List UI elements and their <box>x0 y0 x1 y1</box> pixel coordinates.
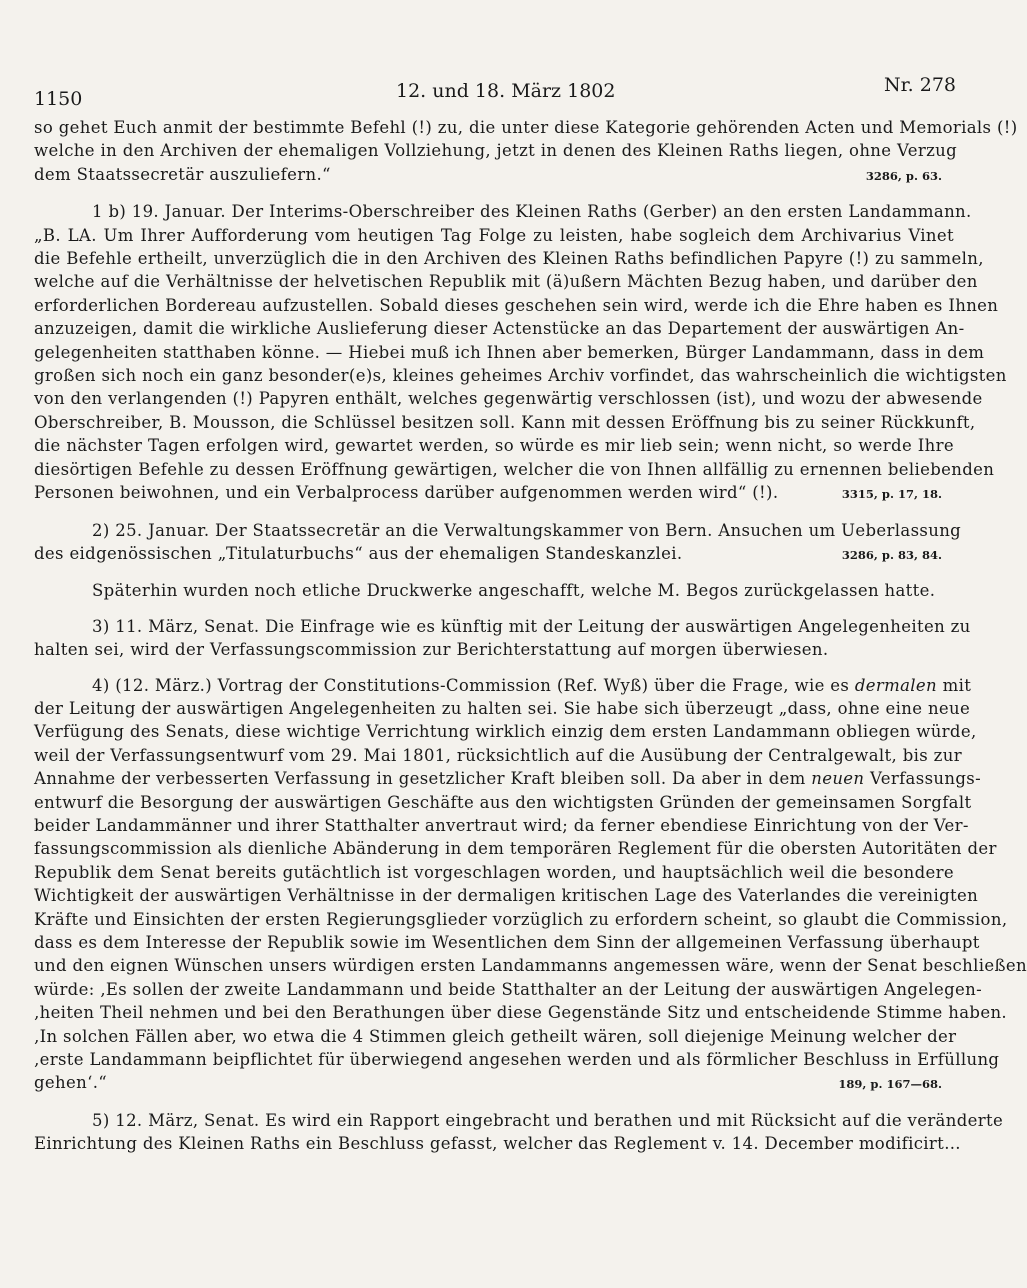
text-line-content: gehen‘.“ <box>34 1073 108 1093</box>
text-line: „B. LA. Um Ihrer Aufforderung vom heutigen Tag Folge zu leisten, habe sogleich dem Archivarius Vinet <box>34 225 954 245</box>
paragraph-2 <box>34 519 962 568</box>
paragraph-3 <box>34 615 971 662</box>
source-reference: 189, p. 167—68. <box>838 1077 942 1092</box>
paragraph-note <box>34 579 954 602</box>
text-line: welche in den Archiven der ehemaligen Vollziehung, jetzt in denen des Kleinen Raths liegen, ohne Verzug <box>34 141 958 161</box>
text-line: der Leitung der auswärtigen Angelegenheiten zu halten sei. Sie habe sich überzeugt „dass, ohne eine neue <box>34 698 971 718</box>
text-line: ‚In solchen Fällen aber, wo etwa die 4 Stimmen gleich getheilt wären, soll diejenige Meinung welcher der <box>34 1026 957 1046</box>
text-line <box>34 481 954 506</box>
text-line <box>34 674 972 697</box>
text-line <box>34 542 954 567</box>
italic-text: neuen <box>811 769 865 789</box>
text-line: 1 b) 19. Januar. Der Interims-Oberschreiber des Kleinen Raths (Gerber) an den ersten Landammann. <box>92 202 972 222</box>
source-reference: 3286, p. 83, 84. <box>841 547 942 562</box>
text-line: 3) 11. März, Senat. Die Einfrage wie es künftig mit der Leitung der auswärtigen Angelegenheiten zu <box>92 616 971 636</box>
document-number: Nr. 278 <box>884 74 956 96</box>
paragraph-4 <box>34 674 1027 1097</box>
text-line: anzuzeigen, damit die wirkliche Auslieferung dieser Actenstücke an das Departement der auswärtigen An- <box>34 319 965 339</box>
text-line: welche auf die Verhältnisse der helvetischen Republik mit (ä)ußern Mächten Bezug haben, und darüber den <box>34 272 978 292</box>
text-line: ‚erste Landammann beipflichtet für überwiegend angesehen werden und als förmlicher Beschluss in Erfüllung <box>34 1050 1000 1070</box>
text-line: großen sich noch ein ganz besonder(e)s, kleines geheimes Archiv vorfindet, das wahrscheinlich die wichtigsten <box>34 366 1007 386</box>
text-line: 2) 25. Januar. Der Staatssecretär an die Verwaltungskammer von Bern. Ansuchen um Ueberlassung <box>92 520 962 540</box>
text-line: fassungscommission als dienliche Abänderung in dem temporären Reglement für die obersten Autoritäten der <box>34 839 997 859</box>
text-line: Wichtigkeit der auswärtigen Verhältnisse in der dermaligen kritischen Lage des Vaterlandes die vereinigten <box>34 886 979 906</box>
text-line: weil der Verfassungsentwurf vom 29. Mai 1801, rücksichtlich auf die Ausübung der Centralgewalt, bis zur <box>34 745 962 765</box>
text-line-content: dem Staatssecretär auszuliefern.“ <box>34 164 331 184</box>
text-line: und den eignen Wünschen unsers würdigen ersten Landammanns angemessen wäre, wenn der Senat beschließen <box>34 956 1027 976</box>
text-line: ‚heiten Theil nehmen und bei den Berathungen über diese Gegenstände Sitz und entscheidende Stimme haben. <box>34 1003 1008 1023</box>
text-line: 5) 12. März, Senat. Es wird ein Rapport eingebracht und berathen und mit Rücksicht auf die veränderte <box>92 1110 1004 1130</box>
text-line: gelegenheiten statthaben könne. — Hiebei muß ich Ihnen aber bemerken, Bürger Landammann, dass in dem <box>34 342 985 362</box>
header-date: 12. und 18. März 1802 <box>396 80 616 102</box>
text-line: von den verlangenden (!) Papyren enthält, welches gegenwärtig verschlossen (ist), und wozu der abwesende <box>34 389 983 409</box>
text-line: die nächster Tagen erfolgen wird, gewartet werden, so würde es mir lieb sein; wenn nicht, so werde Ihre <box>34 436 954 456</box>
text-line <box>34 163 954 188</box>
text-line-content: des eidgenössischen „Titulaturbuchs“ aus der ehemaligen Standeskanzlei. <box>34 543 683 563</box>
page-header <box>34 74 956 108</box>
paragraph-continuation <box>34 116 1018 188</box>
paragraph-1b <box>34 200 1007 506</box>
text-line: beider Landammänner und ihrer Statthalter anvertraut wird; da ferner ebendiese Einrichtung von der Ver- <box>34 815 969 835</box>
text-line: halten sei, wird der Verfassungscommission zur Berichterstattung auf morgen überwiesen. <box>34 640 829 660</box>
text-line: so gehet Euch anmit der bestimmte Befehl (!) zu, die unter diese Kategorie gehörenden Acten und Memorials (!) <box>34 118 1018 137</box>
text-line: Republik dem Senat bereits gutächtlich ist vorgeschlagen worden, und hauptsächlich weil die besondere <box>34 862 954 882</box>
text-line: würde: ‚Es sollen der zweite Landammann und beide Statthalter an der Leitung der auswärtigen Angelegen- <box>34 979 982 999</box>
text-line: Einrichtung des Kleinen Raths ein Beschluss gefasst, welcher das Reglement v. 14. December modificirt… <box>34 1134 962 1154</box>
text-segment: 4) (12. März.) Vortrag der Constitutions-Commission (Ref. Wyß) über die Frage, wie es <box>92 675 855 695</box>
text-line: die Befehle ertheilt, unverzüglich die in den Archiven des Kleinen Raths befindlichen Papyre (!) zu sammeln, <box>34 249 984 269</box>
page-body <box>34 116 1027 1156</box>
text-segment: Verfassungs- <box>864 769 981 789</box>
source-reference: 3315, p. 17, 18. <box>841 487 942 502</box>
text-line: Späterhin wurden noch etliche Druckwerke angeschafft, welche M. Begos zurückgelassen hatte. <box>92 581 936 601</box>
text-line: erforderlichen Bordereau aufzustellen. Sobald dieses geschehen sein wird, werde ich die Ehre haben es Ihnen <box>34 295 999 315</box>
italic-text: dermalen <box>854 675 937 695</box>
text-line: Verfügung des Senats, diese wichtige Verrichtung wirklich einzig dem ersten Landammann obliegen würde, <box>34 722 977 742</box>
source-reference: 3286, p. 63. <box>865 168 942 183</box>
text-line: Kräfte und Einsichten der ersten Regierungsglieder vorzüglich zu erfordern scheint, so glaubt die Commission, <box>34 909 1008 929</box>
text-line <box>34 767 981 790</box>
text-line <box>34 1071 954 1096</box>
text-segment: Annahme der verbesserten Verfassung in gesetzlicher Kraft bleiben soll. Da aber in dem <box>34 769 812 789</box>
text-line: entwurf die Besorgung der auswärtigen Geschäfte aus den wichtigsten Gründen der gemeinsamen Sorgfalt <box>34 792 972 812</box>
text-line-content: Personen beiwohnen, und ein Verbalprocess darüber aufgenommen werden wird“ (!). <box>34 483 779 503</box>
text-line: Oberschreiber, B. Mousson, die Schlüssel besitzen soll. Kann mit dessen Eröffnung bis zu seiner Rückkunft, <box>34 412 976 432</box>
page-number: 1150 <box>34 88 83 110</box>
paragraph-5 <box>34 1109 1004 1156</box>
text-segment: mit <box>937 675 972 695</box>
text-line: diesörtigen Befehle zu dessen Eröffnung gewärtigen, welcher die von Ihnen allfällig zu ernennen beliebenden <box>34 459 995 479</box>
text-line: dass es dem Interesse der Republik sowie im Wesentlichen dem Sinn der allgemeinen Verfassung überhaupt <box>34 933 980 952</box>
